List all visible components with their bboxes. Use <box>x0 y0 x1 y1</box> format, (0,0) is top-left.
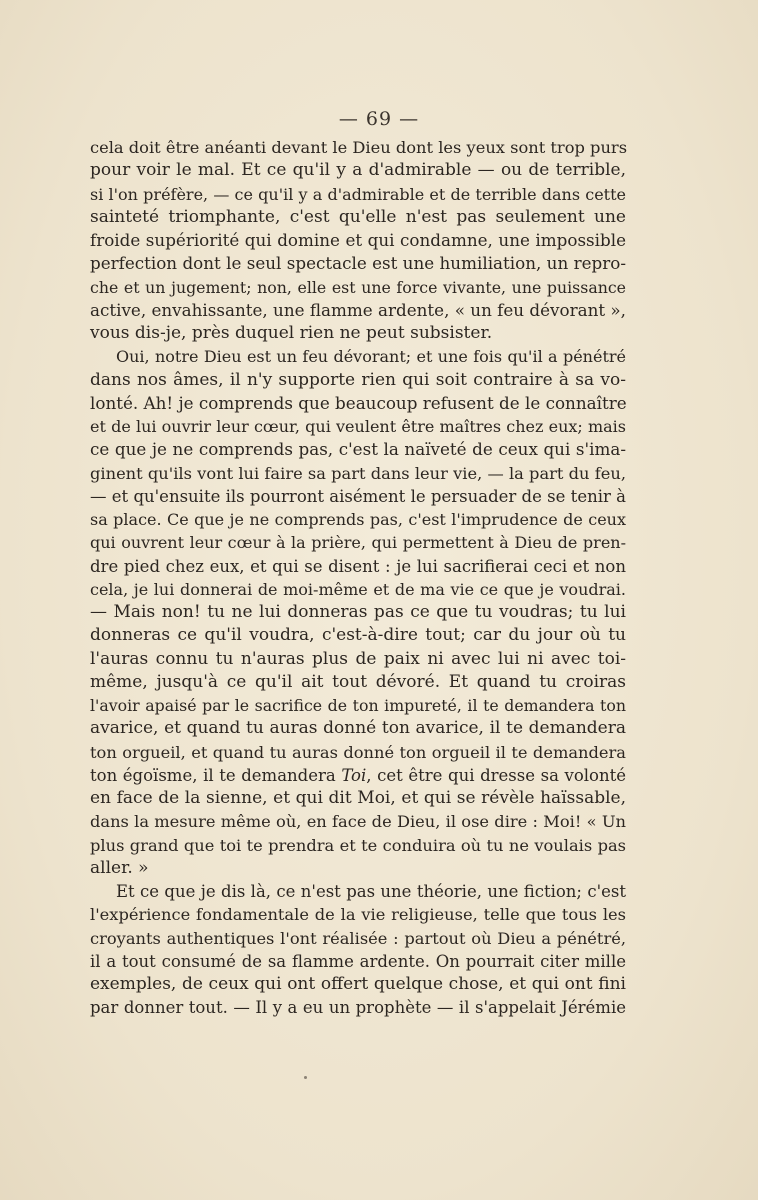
text-line: cela, je lui donnerai de moi-même et de ma vie ce que je voudrai. <box>90 579 626 599</box>
text-line: avarice, et quand tu auras donné ton avarice, il te demandera <box>90 718 626 739</box>
text-line: ton orgueil, et quand tu auras donné ton orgueil il te demandera <box>90 742 626 762</box>
text-line: aller. » <box>90 857 149 878</box>
paper-speck <box>304 1076 307 1079</box>
text-line: ginent qu'ils vont lui faire sa part dans leur vie, — la part du feu, <box>90 463 626 483</box>
text-line: Et ce que je dis là, ce n'est pas une théorie, une fiction; c'est <box>116 882 626 901</box>
text-line: il a tout consumé de sa flamme ardente. On pourrait citer mille <box>90 951 626 971</box>
text-line: plus grand que toi te prendra et te conduira où tu ne voulais pas <box>90 835 626 855</box>
text-line: cela doit être anéanti devant le Dieu dont les yeux sont trop purs <box>90 138 628 157</box>
text-line: dans la mesure même où, en face de Dieu, il ose dire : Moi! « Un <box>90 812 626 832</box>
body-text <box>90 136 626 1020</box>
text-line: dre pied chez eux, et qui se disent : je lui sacrifierai ceci et non <box>90 556 626 576</box>
text-line: même, jusqu'à ce qu'il ait tout dévoré. Et quand tu croiras <box>90 671 626 692</box>
text-line: et de lui ouvrir leur cœur, qui veulent être maîtres chez eux; mais <box>90 417 626 436</box>
text-line: che et un jugement; non, elle est une force vivante, une puissance <box>90 277 626 297</box>
text-line: sainteté triomphante, c'est qu'elle n'est pas seulement une <box>90 206 626 227</box>
text-line: qui ouvrent leur cœur à la prière, qui permettent à Dieu de pren- <box>90 533 626 553</box>
text-line: l'avoir apaisé par le sacrifice de ton impureté, il te demandera ton <box>90 696 626 715</box>
text-line: l'auras connu tu n'auras plus de paix ni avec lui ni avec toi- <box>90 648 626 669</box>
text-line: par donner tout. — Il y a eu un prophète — il s'appelait Jérémie <box>90 998 626 1018</box>
text-line: exemples, de ceux qui ont offert quelque chose, et qui ont fini <box>90 974 626 994</box>
text-line: froide supériorité qui domine et qui condamne, une impossible <box>90 230 626 250</box>
text-line: pour voir le mal. Et ce qu'il y a d'admirable — ou de terrible, <box>90 160 626 181</box>
text-line: l'expérience fondamentale de la vie religieuse, telle que tous les <box>90 905 626 925</box>
text-line: — Mais non! tu ne lui donneras pas ce que tu voudras; tu lui <box>90 602 626 622</box>
text-line: en face de la sienne, et qui dit Moi, et qui se révèle haïssable, <box>90 788 626 808</box>
text-line: si l'on préfère, — ce qu'il y a d'admirable et de terrible dans cette <box>90 184 626 204</box>
page-number: — 69 — <box>338 108 420 130</box>
text-line: ce que je ne comprends pas, c'est la naïveté de ceux qui s'ima- <box>90 439 626 460</box>
text-line: vous dis-je, près duquel rien ne peut subsister. <box>90 323 493 343</box>
text-line: dans nos âmes, il n'y supporte rien qui soit contraire à sa vo- <box>90 369 626 390</box>
text-line: croyants authentiques l'ont réalisée : partout où Dieu a pénétré, <box>90 928 626 948</box>
text-line: ton égoïsme, il te demandera Toi, cet être qui dresse sa volonté <box>90 765 627 785</box>
text-line: perfection dont le seul spectacle est une humiliation, un repro- <box>90 253 626 274</box>
emphasized-word: Toi <box>341 765 367 785</box>
text-line: — et qu'ensuite ils pourront aisément le persuader de se tenir à <box>90 486 626 506</box>
text-line: active, envahissante, une flamme ardente, « un feu dévorant », <box>90 299 626 320</box>
text-line: Oui, notre Dieu est un feu dévorant; et une fois qu'il a pénétré <box>116 347 626 367</box>
text-line: lonté. Ah! je comprends que beaucoup refusent de le connaître <box>90 392 627 413</box>
text-line: donneras ce qu'il voudra, c'est-à-dire tout; car du jour où tu <box>90 625 626 646</box>
text-line: sa place. Ce que je ne comprends pas, c'est l'imprudence de ceux <box>90 510 626 529</box>
